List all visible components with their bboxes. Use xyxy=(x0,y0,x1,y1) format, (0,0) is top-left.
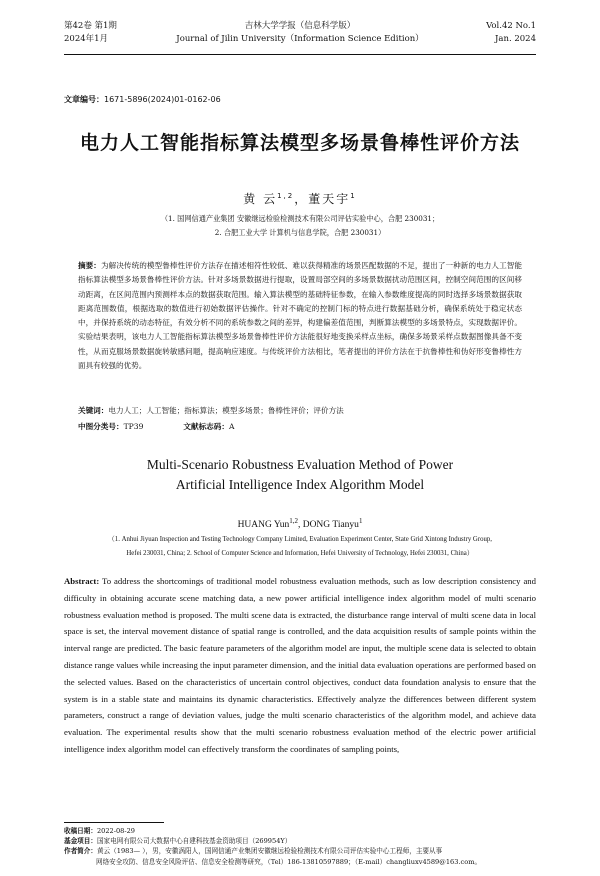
header-issue: Vol.42 No.1 Jan. 2024 xyxy=(486,21,536,44)
header-volume: 第42卷 第1期 2024年1月 xyxy=(64,21,117,44)
authors-chinese: 黄 云$^{1,2}$，董天宇$^1$ xyxy=(243,192,357,206)
affiliation-english: （1. Anhui Jiyuan Inspection and Testing Technology Company Limited, Evaluation Experiment Center, State Grid Xintong Industry Group, Hefei 230031, China; 2. School of Computer Science and Information, Hefei University of Technology, Hefei 230031, China） xyxy=(108,536,492,557)
footnote-bio-cont: 网络安全攻防、信息安全风险评估、信息安全检测等研究，（Tel）186-13810597889；（E-mail）changliuxv4589@163.com。 xyxy=(96,857,482,866)
footnote xyxy=(64,826,536,867)
keywords-chinese: 关键词：电力人工；人工智能；指标算法；模型多场景；鲁棒性评价；评价方法 xyxy=(78,406,344,415)
footnote-rule xyxy=(64,822,164,823)
abstract-text-cn: 为解决传统的模型鲁棒性评价方法存在描述相符性较低、难以获得精准的场景匹配数据的不足，提出了一种新的电力人工智能指标算法模型多场景鲁棒性评价方法。针对多场景数据进行提取，设置局部空间的多场景数据扰动范围区间，控制空间范围的区间移动距离，在区间范围内预测样本点的数据获取范围。输入算法模型的基础特征参数，在输入参数维度提高的同时选择多场景数据获取距离范围数值，根据选取的数值进行初始数据评估操作。针对不确定的控制门标的特点进行数据基础分析，确保系统处于稳定状态中，并保持系统的动态特征，有效分析不同的系统参数之间的差异，构建偏差值范围，判断算法模型的多场景特点，实现数据评价。实验结果表明，该电力人工智能指标算法模型多场景鲁棒性评价方法能很好地变换采样点坐标，确保多场景采样点数据图像具备不变性，从而克服场景数据旋转敏感问题，提高响应速度。与传统评价方法相比，笔者提出的评价方法在于抗鲁棒性和伪好形变鲁棒性方面具有较强的优势。 xyxy=(78,261,522,371)
abstract-chinese xyxy=(78,259,522,373)
article-number: 文章编号：1671-5896(2024)01-0162-06 xyxy=(64,95,221,104)
header-rule xyxy=(64,54,536,55)
abstract-english xyxy=(64,573,536,758)
header-journal-name: 吉林大学学报（信息科学版） Journal of Jilin University（Information Science Edition） xyxy=(176,21,424,44)
abstract-label-en: Abstract: xyxy=(64,576,100,586)
authors-english: HUANG Yun$^{1,2}$, DONG Tianyu$^1$ xyxy=(237,517,363,531)
classification-chinese: 中图分类号：TP39 文献标志码：A xyxy=(78,422,235,431)
affiliation-chinese: （1. 国网信通产业集团 安徽继远检验检测技术有限公司评估实验中心，合肥 230031； 2. 合肥工业大学 计算机与信息学院，合肥 230031） xyxy=(160,214,440,237)
abstract-text-en: To address the shortcomings of traditional model robustness evaluation methods, such as low description consistency and difficulty in obtaining accurate scene matching data, a new power artificial intelligence index algorithm model of multi scenario robustness evaluation method is proposed. The multi scene data is extracted, the disturbance range interval of multi scene data in local space is set, the interval movement distance of spatial range is controlled, and the data acquisition results of sample points within the interval range are predicted. The basic feature parameters of the algorithm model are input, the multiple scene data is selected to obtain distance range values while increasing the input parameter dimension, and the initial data evaluation operations are performed based on the selected values. Based on the characteristics of uncertain control objectives, conduct data foundation analysis to ensure that the system is in a stable state and maintains its dynamic characteristics. Effectively analyze the differences between different system parameters, construct a range of deviation values, judge the multi scenario characteristics of the algorithm model, and achieve data evaluation. The experimental results show that the multi scenario robustness evaluation method of the electric power artificial intelligence index algorithm model can effectively transform the coordinates of sampling points, xyxy=(64,576,536,754)
title-chinese: 电力人工智能指标算法模型多场景鲁棒性评价方法 xyxy=(79,132,520,154)
footnote-received: 收稿日期：2022-08-29 xyxy=(64,827,135,835)
title-english: Multi-Scenario Robustness Evaluation Method of Power Artificial Intelligence Index Algorithm Model xyxy=(146,457,454,492)
footnote-bio: 作者简介：黄云（1983— ），男，安徽涡阳人，国网信通产业集团安徽继远检验检测技术有限公司评估实验中心工程师，主要从事 xyxy=(64,847,443,856)
abstract-label-cn: 摘要： xyxy=(78,261,101,270)
running-header xyxy=(64,20,536,60)
footnote-fund: 基金项目：国家电网有限公司大数据中心自建科技基金资助项目（269954Y） xyxy=(64,837,292,846)
